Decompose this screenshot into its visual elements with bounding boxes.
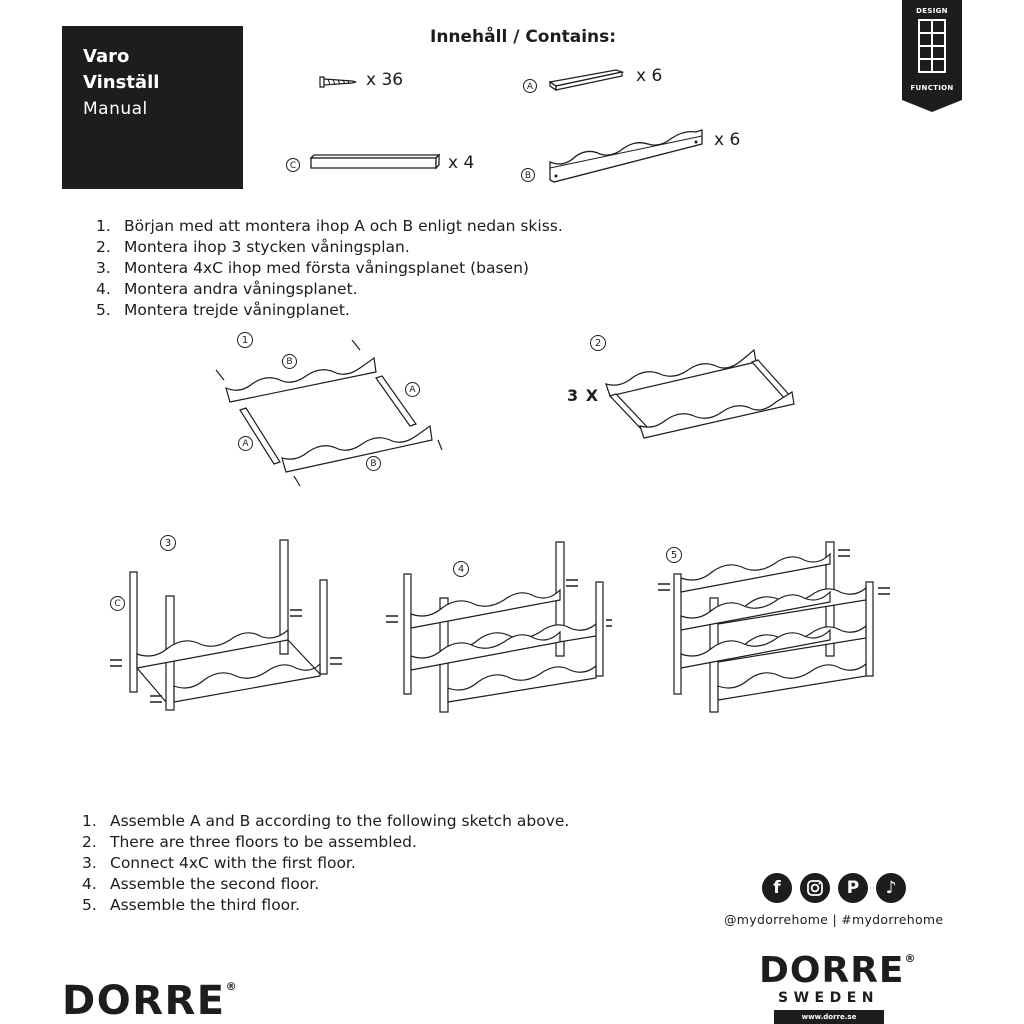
step-3-number: 3 — [160, 535, 176, 551]
instagram-glyph — [800, 873, 830, 903]
brand-country: SWEDEN — [778, 990, 879, 1006]
title-box — [62, 26, 243, 189]
instruction-sv-3: 3. Montera 4xC ihop med första våningsplanet (basen) — [96, 259, 529, 277]
step-4-diagram — [382, 538, 612, 718]
step-1-diagram — [210, 340, 450, 490]
product-line: Varo — [83, 46, 130, 67]
badge-design-text: DESIGN — [916, 7, 948, 15]
step-2-number: 2 — [590, 335, 606, 351]
instruction-sv-1: 1. Början med att montera ihop A och B enligt nedan skiss. — [96, 217, 563, 235]
step-2-diagram — [600, 346, 800, 446]
instruction-sv-4: 4. Montera andra våningsplanet. — [96, 280, 358, 298]
contents-title: Innehåll / Contains: — [430, 27, 617, 47]
instruction-en-5: 5. Assemble the third floor. — [82, 896, 301, 914]
badge-shape — [902, 0, 962, 112]
brand-reg-mark-left: ® — [225, 980, 239, 993]
brand-name-left: DORRE — [62, 978, 226, 1024]
instruction-sv-2: 2. Montera ihop 3 stycken våningsplan. — [96, 238, 410, 256]
instructions-english — [82, 811, 569, 916]
design-function-badge — [902, 0, 962, 112]
step-5-number: 5 — [666, 547, 682, 563]
part-b-label: B — [521, 168, 535, 182]
tiktok-icon[interactable]: ♪ — [876, 873, 906, 903]
step-5-diagram — [656, 538, 896, 718]
step-4-number: 4 — [453, 561, 469, 577]
step-2-multiplier: 3 X — [567, 386, 600, 405]
part-a-label: A — [523, 79, 537, 93]
screw-icon — [318, 73, 358, 91]
instagram-icon[interactable] — [800, 873, 830, 903]
social-handle: @mydorrehome | #mydorrehome — [724, 912, 944, 927]
instruction-sv-5: 5. Montera trejde våningplanet. — [96, 301, 350, 319]
brand-logo-right — [759, 950, 917, 991]
doc-type: Manual — [83, 99, 148, 119]
instruction-en-1: 1. Assemble A and B according to the following sketch above. — [82, 812, 570, 830]
part-c-drawing — [308, 150, 442, 172]
part-c-label: C — [286, 158, 300, 172]
brand-reg-mark: ® — [904, 952, 917, 965]
part-a-qty: x 6 — [636, 66, 663, 86]
part-c-qty: x 4 — [448, 153, 475, 173]
part-b-drawing — [546, 124, 706, 188]
instruction-en-4: 4. Assemble the second floor. — [82, 875, 320, 893]
badge-function-text: FUNCTION — [910, 84, 954, 92]
instruction-en-2: 2. There are three floors to be assembled. — [82, 833, 417, 851]
pinterest-icon[interactable]: P — [838, 873, 868, 903]
step-1-label-b-top: B — [282, 354, 297, 369]
instructions-swedish — [96, 216, 563, 321]
brand-url[interactable]: www.dorre.se — [774, 1010, 884, 1024]
step-1-label-a-left: A — [238, 436, 253, 451]
brand-name: DORRE — [759, 950, 905, 991]
product-name: Vinställ — [83, 72, 160, 93]
screw-qty: x 36 — [366, 70, 404, 90]
part-a-drawing — [548, 66, 624, 92]
step-1-label-a-right: A — [405, 382, 420, 397]
instruction-en-3: 3. Connect 4xC with the first floor. — [82, 854, 356, 872]
step-3-diagram — [104, 536, 354, 716]
brand-logo-left — [62, 978, 238, 1024]
step-1-number: 1 — [237, 332, 253, 348]
part-b-qty: x 6 — [714, 130, 741, 150]
facebook-icon[interactable]: f — [762, 873, 792, 903]
step-3-label-c: C — [110, 596, 125, 611]
step-1-label-b-bottom: B — [366, 456, 381, 471]
